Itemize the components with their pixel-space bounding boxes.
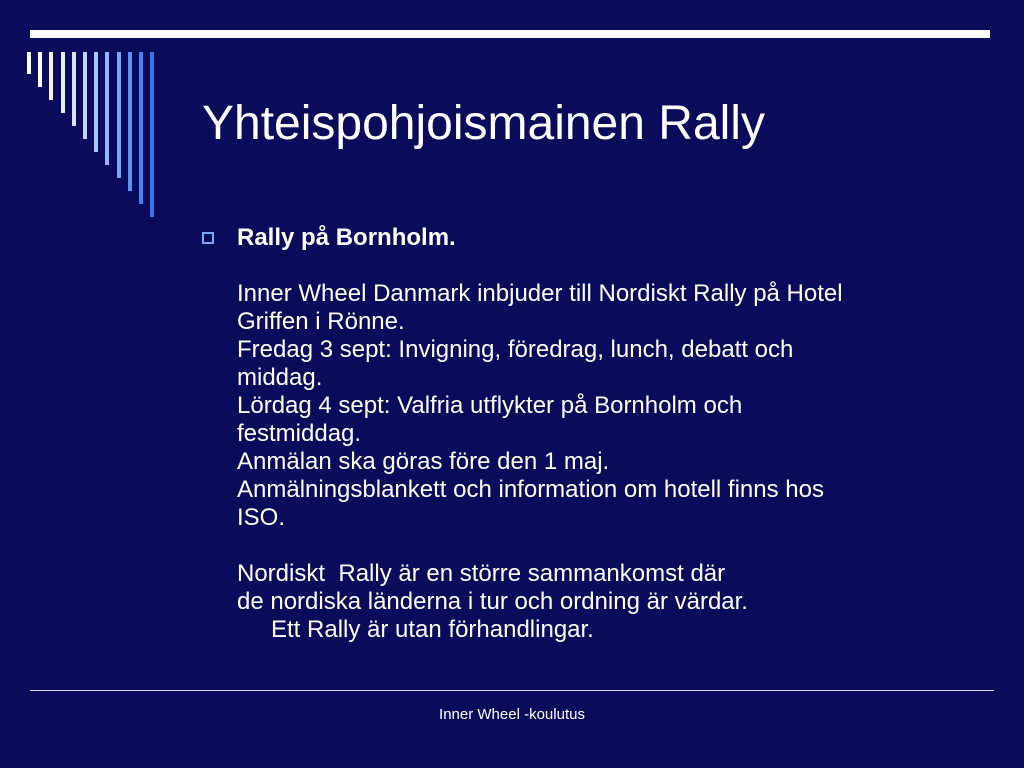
slide-footer: Inner Wheel -koulutus [439, 706, 585, 723]
bottom-rule [30, 690, 994, 691]
decorative-stripe [117, 52, 121, 178]
body-line: Griffen i Rönne. [237, 308, 405, 335]
blank-line [237, 532, 997, 560]
body-line: middag. [237, 364, 323, 391]
body-line: Fredag 3 sept: Invigning, föredrag, lunch, debatt och [237, 336, 794, 363]
body-line: Nordiskt Rally är en större sammankomst där [237, 560, 726, 587]
body-line: Anmälningsblankett och information om hotell finns hos [237, 476, 824, 503]
slide-body [237, 224, 997, 644]
decorative-stripe [105, 52, 109, 165]
decorative-stripe [83, 52, 87, 139]
decorative-stripes [0, 0, 180, 210]
square-bullet-icon [202, 232, 214, 244]
decorative-stripe [139, 52, 143, 204]
body-line: Lördag 4 sept: Valfria utflykter på Bornholm och [237, 392, 743, 419]
decorative-stripe [27, 52, 31, 74]
bullet-heading: Rally på Bornholm. [237, 224, 456, 251]
body-line: Anmälan ska göras före den 1 maj. [237, 448, 610, 475]
decorative-stripe [128, 52, 132, 191]
indented-line: Ett Rally är utan förhandlingar. [271, 616, 594, 643]
blank-line [237, 252, 997, 280]
decorative-stripe [150, 52, 154, 217]
decorative-stripe [94, 52, 98, 152]
body-line: festmiddag. [237, 420, 362, 447]
body-line: Inner Wheel Danmark inbjuder till Nordiskt Rally på Hotel [237, 280, 843, 307]
body-line: de nordiska länderna i tur och ordning är värdar. [237, 588, 748, 615]
decorative-stripe [72, 52, 76, 126]
decorative-stripe [49, 52, 53, 100]
body-line: ISO. [237, 504, 286, 531]
decorative-stripe [38, 52, 42, 87]
decorative-stripe [61, 52, 65, 113]
slide-title: Yhteispohjoismainen Rally [202, 97, 765, 150]
